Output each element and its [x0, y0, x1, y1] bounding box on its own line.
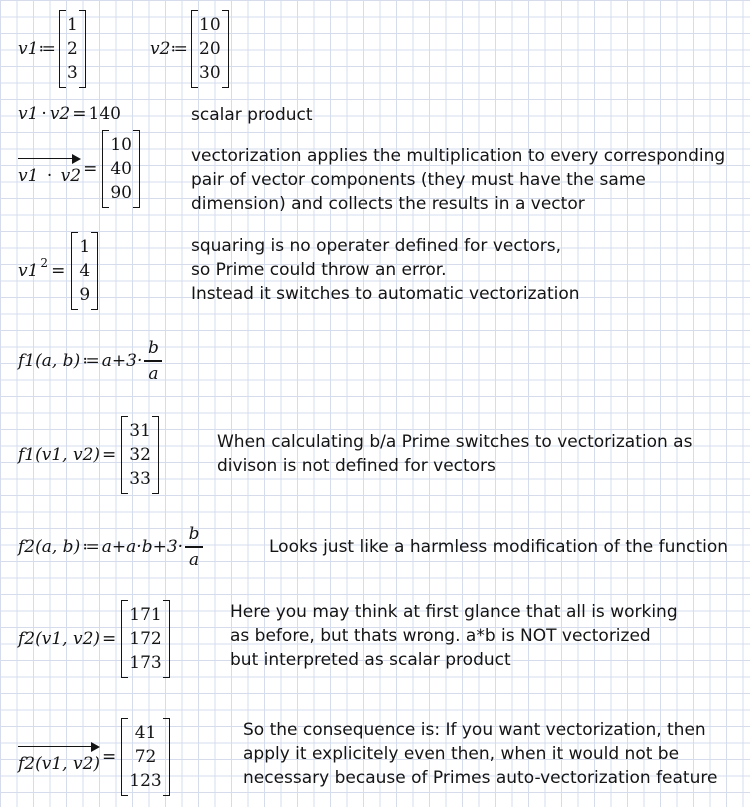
note-line: dimension) and collects the results in a vector: [191, 194, 585, 214]
eval-f1-region[interactable]: [18, 416, 159, 494]
v2-matrix: [191, 10, 229, 88]
operand-v1: v1: [18, 104, 39, 124]
result-matrix: [102, 130, 140, 208]
v1-matrix: [59, 10, 86, 88]
matrix-cell: 4: [79, 261, 91, 281]
fraction-bar: [144, 360, 162, 362]
equals-sign: =: [102, 445, 117, 465]
result-matrix: [121, 600, 169, 678]
note-line: pair of vector components (they must have the same: [191, 170, 646, 190]
define-operator: ≔: [82, 536, 100, 557]
fraction: [185, 524, 203, 570]
vectorization-note: [191, 144, 725, 216]
note-line: divison is not defined for vectors: [217, 456, 496, 476]
def-f1-region[interactable]: [18, 338, 162, 384]
equals-sign: =: [102, 629, 117, 649]
scalar-product-note: scalar product: [191, 105, 313, 125]
note-line: So the consequence is: If you want vectorization, then: [243, 720, 706, 740]
matrix-cell: 9: [79, 285, 91, 305]
matrix-cell: 173: [129, 653, 162, 673]
eval-f2-vectorized-region[interactable]: [18, 718, 170, 796]
exponent: 2: [40, 256, 49, 270]
define-operator: ≔: [82, 350, 100, 371]
define-operator: ≔: [170, 39, 188, 59]
note-line: vectorization applies the multiplication to every corresponding: [191, 146, 726, 166]
matrix-cell: 3: [67, 63, 78, 83]
f1-note: [217, 430, 692, 478]
def-v2-region[interactable]: [150, 10, 229, 88]
matrix-cell: 72: [134, 747, 157, 767]
matrix-cell: 1: [79, 237, 91, 257]
matrix-cell: 33: [129, 469, 151, 489]
note-line: as before, but thats wrong. a*b is NOT vectorized: [230, 626, 651, 646]
result-matrix: [71, 232, 98, 310]
matrix-cell: 30: [199, 63, 221, 83]
vectorized-product-region[interactable]: [18, 130, 140, 208]
matrix-cell: 10: [110, 135, 132, 155]
note-line: but interpreted as scalar product: [230, 650, 511, 670]
f2-call: f2(v1, v2): [18, 754, 101, 774]
scalar-result: 140: [88, 104, 121, 124]
equals-sign: =: [102, 747, 117, 767]
denominator: a: [148, 363, 159, 384]
note-line: squaring is no operater defined for vectors,: [191, 236, 562, 256]
squaring-note: [191, 234, 580, 306]
f2-definition-note: Looks just like a harmless modification of the function: [269, 537, 729, 557]
matrix-cell: 2: [67, 39, 78, 59]
fraction-bar: [185, 546, 203, 548]
note-line: Here you may think at first glance that all is working: [230, 602, 678, 622]
equals-sign: =: [72, 104, 87, 124]
numerator: b: [147, 338, 159, 358]
matrix-cell: 32: [129, 445, 151, 465]
dot-operator: ·: [41, 104, 47, 124]
result-matrix: [121, 718, 169, 796]
f2-note: [230, 600, 678, 672]
matrix-cell: 10: [199, 15, 221, 35]
matrix-cell: 171: [129, 605, 162, 625]
define-operator: ≔: [38, 39, 56, 59]
matrix-cell: 90: [110, 183, 132, 203]
vectorize-arrow: [18, 740, 100, 774]
matrix-cell: 1: [67, 15, 78, 35]
dot-operator: ·: [46, 166, 53, 186]
result-matrix: [121, 416, 159, 494]
f1-expression: a+3·: [101, 350, 143, 371]
scalar-product-region[interactable]: [18, 104, 121, 124]
f2-call: f2(v1, v2): [18, 629, 101, 649]
v2-name: v2: [150, 39, 171, 59]
equals-sign: =: [83, 159, 98, 179]
matrix-cell: 20: [199, 39, 221, 59]
fraction: [144, 338, 162, 384]
f2-signature: f2(a, b): [18, 536, 81, 557]
note-line: necessary because of Primes auto-vectorization feature: [243, 768, 718, 788]
f1-signature: f1(a, b): [18, 350, 81, 371]
eval-f2-region[interactable]: [18, 600, 170, 678]
matrix-cell: 41: [134, 723, 157, 743]
consequence-note: [243, 718, 717, 790]
f1-call: f1(v1, v2): [18, 445, 101, 465]
def-v1-region[interactable]: [18, 10, 86, 88]
matrix-cell: 123: [129, 771, 162, 791]
denominator: a: [188, 549, 200, 570]
note-line: so Prime could throw an error.: [191, 260, 447, 280]
matrix-cell: 172: [129, 629, 162, 649]
operand-v2: v2: [60, 166, 82, 186]
note-line: apply it explicitely even then, when it would not be: [243, 744, 680, 764]
note-line: Instead it switches to automatic vectorization: [191, 284, 580, 304]
f2-expression: a+a·b+3·: [101, 536, 184, 557]
def-f2-region[interactable]: [18, 524, 203, 570]
vectorize-arrow: [18, 152, 81, 186]
numerator: b: [188, 524, 200, 544]
operand-v1: v1: [18, 261, 39, 281]
matrix-cell: 40: [110, 159, 132, 179]
note-line: When calculating b/a Prime switches to vectorization as: [217, 432, 693, 452]
v1-name: v1: [18, 39, 39, 59]
square-region[interactable]: [18, 232, 98, 310]
matrix-cell: 31: [129, 421, 151, 441]
operand-v2: v2: [49, 104, 71, 124]
equals-sign: =: [51, 261, 66, 281]
operand-v1: v1: [18, 166, 39, 186]
